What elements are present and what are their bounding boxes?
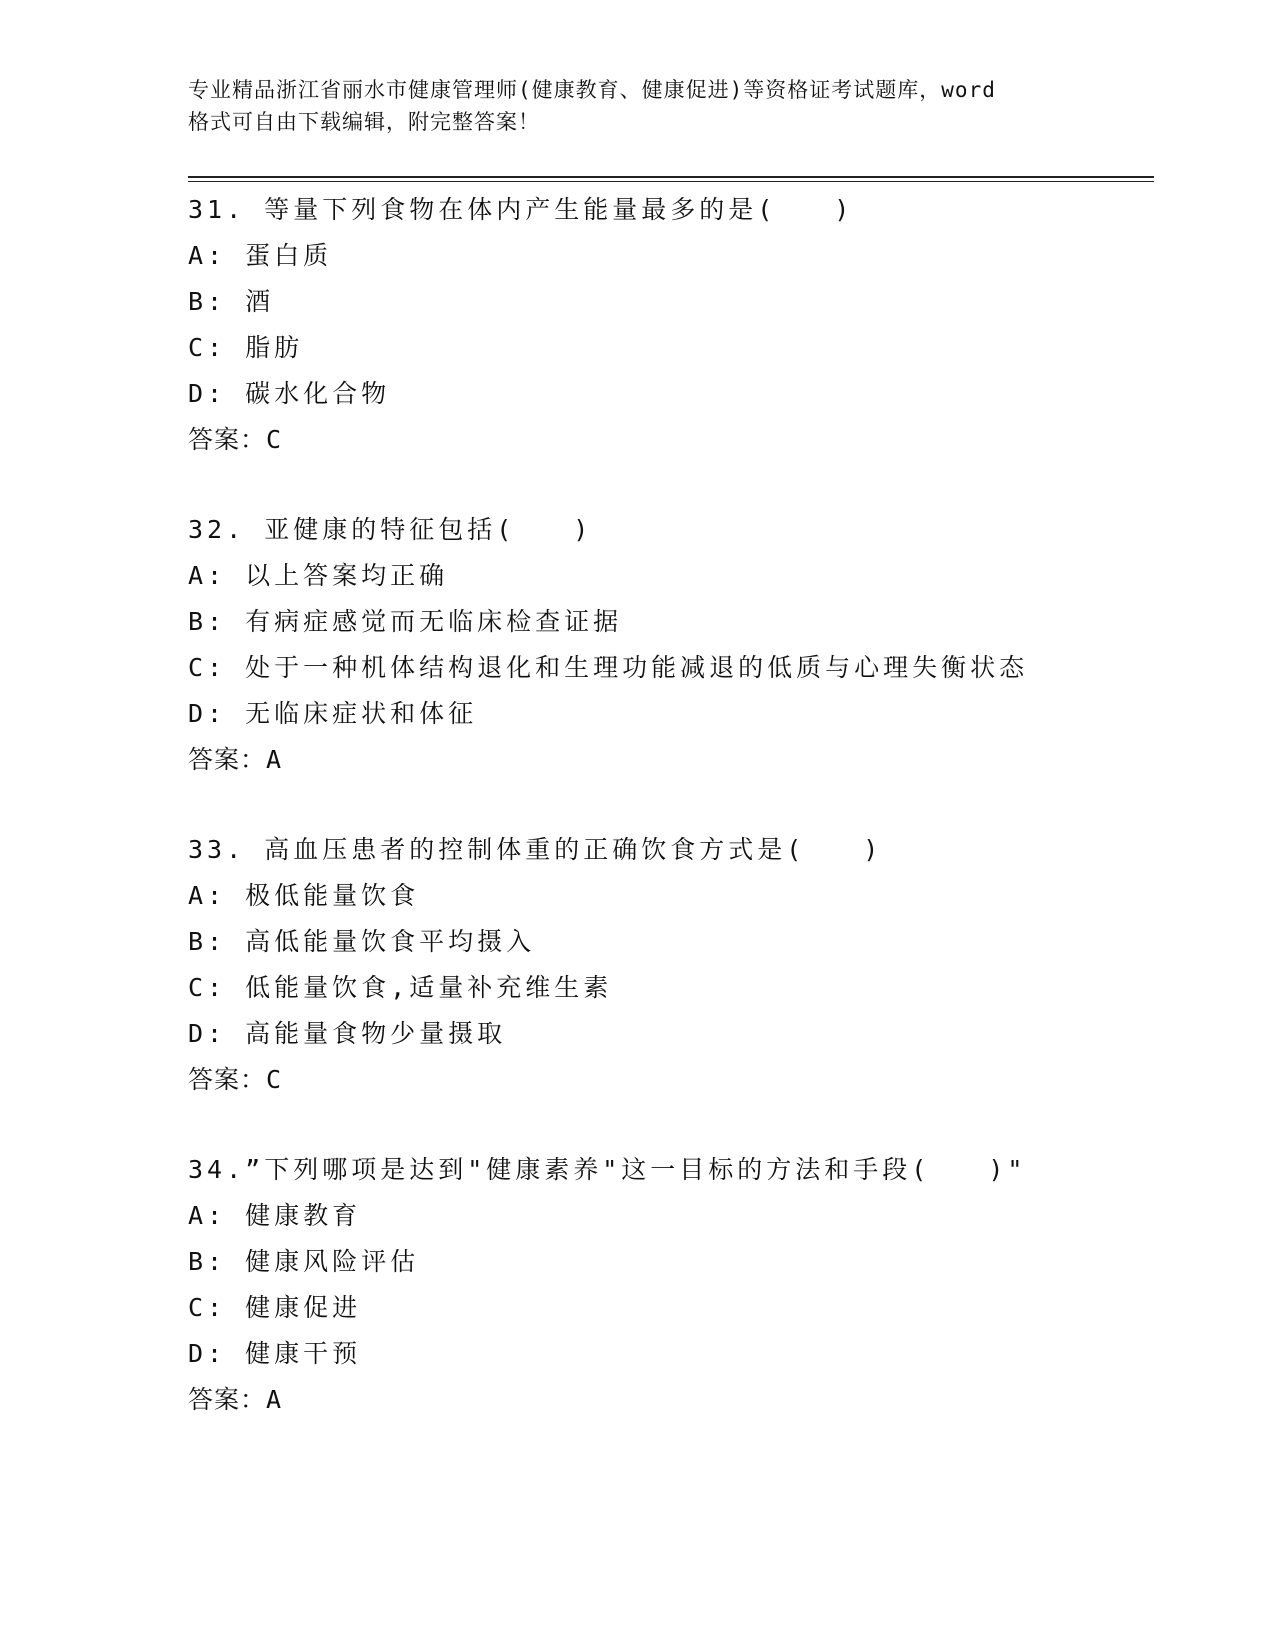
question-stem: 34.”下列哪项是达到"健康素养"这一目标的方法和手段( )" [188,1155,1027,1184]
option-d: D: 高能量食物少量摄取 [188,1019,507,1048]
option-b: B: 健康风险评估 [188,1247,420,1276]
option-d: D: 碳水化合物 [188,379,391,408]
header-divider-thin [188,181,1154,182]
answer-label: 答案： [188,745,267,774]
header-line-2: 格式可自由下载编辑，附完整答案！ [188,110,540,134]
answer-line [188,1057,1148,1103]
option-b: B: 有病症感觉而无临床检查证据 [188,607,623,636]
option-d: D: 健康干预 [188,1339,362,1368]
header-line-1: 专业精品浙江省丽水市健康管理师(健康教育、健康促进)等资格证考试题库，word [188,78,996,102]
question-31 [188,187,1148,507]
option-a: A: 健康教育 [188,1201,362,1230]
answer-value: C [266,425,283,454]
question-stem: 32. 亚健康的特征包括( ) [188,515,593,544]
answer-value: A [266,1385,283,1414]
document-header [188,74,1088,138]
question-33 [188,827,1148,1147]
question-list [188,187,1148,1467]
option-c: C: 健康促进 [188,1293,362,1322]
answer-line [188,1377,1148,1423]
answer-label: 答案： [188,425,267,454]
option-a: A: 以上答案均正确 [188,561,449,590]
header-divider [188,176,1154,178]
option-c: C: 脂肪 [188,333,304,362]
question-34 [188,1147,1148,1467]
answer-value: C [266,1065,283,1094]
question-stem: 31. 等量下列食物在体内产生能量最多的是( ) [188,195,854,224]
answer-value: A [266,745,283,774]
option-c: C: 处于一种机体结构退化和生理功能减退的低质与心理失衡状态 [188,653,1029,682]
answer-label: 答案： [188,1385,267,1414]
answer-label: 答案： [188,1065,267,1094]
option-d: D: 无临床症状和体征 [188,699,478,728]
question-32 [188,507,1148,827]
option-b: B: 酒 [188,287,275,316]
option-b: B: 高低能量饮食平均摄入 [188,927,536,956]
option-c: C: 低能量饮食,适量补充维生素 [188,973,613,1002]
answer-line [188,417,1148,463]
option-a: A: 极低能量饮食 [188,881,420,910]
option-a: A: 蛋白质 [188,241,333,270]
question-stem: 33. 高血压患者的控制体重的正确饮食方式是( ) [188,835,883,864]
answer-line [188,737,1148,783]
